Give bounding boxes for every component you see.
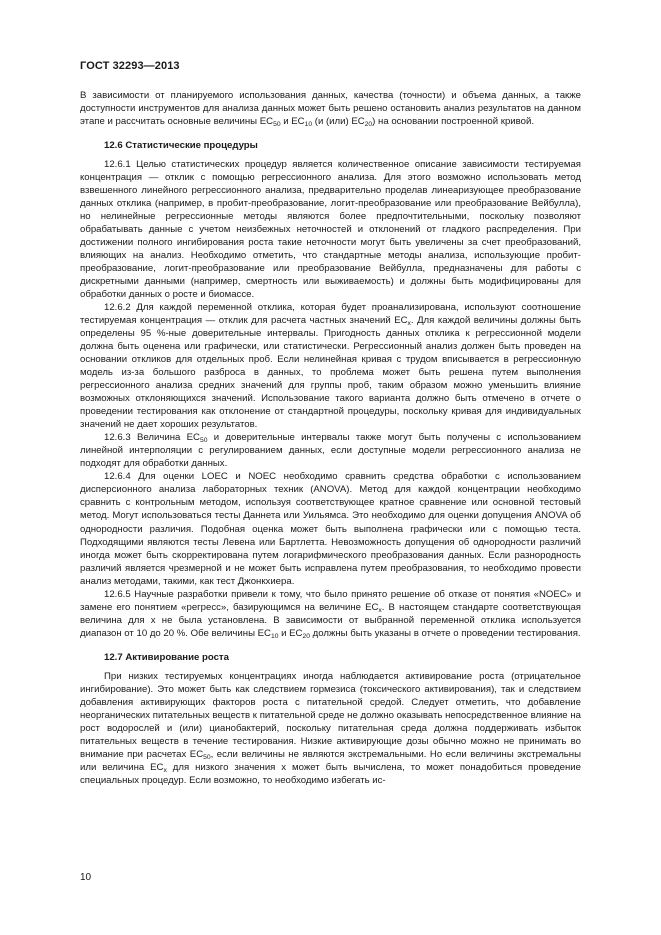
paragraph-12-7 — [80, 670, 581, 787]
paragraph-12-6-5 — [80, 588, 581, 640]
text-run: 12.6.3 Величина EC — [104, 432, 200, 444]
document-body — [80, 89, 581, 787]
text-run: 12.6.2 Для каждой переменной отклика, которая будет проанализирована, используют соотношение тестируемая концентрация — отклик для расчета частных значений EC — [80, 302, 581, 327]
subscript: x — [163, 766, 167, 774]
subscript: 20 — [364, 121, 373, 129]
text-run: и доверительные интервалы также могут быть получены с использованием линейной интерполяции с регулированием данных, если доступные модели регрессионного анализа не подходят для обработки данных. — [80, 432, 581, 470]
document-header: ГОСТ 32293—2013 — [80, 60, 180, 72]
page-number: 10 — [80, 872, 92, 883]
text-run: , если величины не являются экстремальными. Но если величины экстремальны или величина EC — [80, 748, 581, 773]
subscript: x — [407, 320, 411, 328]
text-run: для низкого значения x может быть вычислена, то может понадобиться проведение специальных процедур. Если возможно, то необходимо избегать ис- — [80, 761, 581, 786]
subscript: 20 — [302, 632, 310, 640]
intro-paragraph — [80, 89, 581, 128]
text-run: При низких тестируемых концентрациях иногда наблюдается активирование роста (отрицательное ингибирование). Это может быть как следствием гормезиса (токсического активирования), так и следствием добавления активирующих факторов роста с питательной средой. Следует отметить, что добавление неорганических питательных веществ к питательной среде не должно оказывать непосредственное влияние на рост водорослей и (или) цианобактерий, поскольку питательная среда должна поддерживать избыток питательных веществ в течение тестирования. Низкие активирующие дозы обычно можно не принимать во внимание при расчетах EC — [80, 670, 581, 760]
subscript: 50 — [199, 437, 208, 445]
paragraph-12-6-2 — [80, 301, 581, 431]
text-run: . Для каждой величины должны быть определены 95 %-ные доверительные интервалы. Пригодность данных отклика к регрессионной модели должна быть оценена или графически, или статистически. Регрессионный анализ должен быть проведен на основании откликов для отдельных проб. Если нелинейная кривая с трудом вписывается в регрессионную модель из-за большого разброса в данных, то проблема может быть решена путем выполнения регрессионного анализа средних значений для группы проб, таким образом можно уменьшить влияние возможных отклоняющихся значений. Использование такого варианта должно быть отмечено в отчете о проведении тестирования как отклонение от стандартной процедуры, поскольку кривая для индивидуальных значений не дает хороших результатов. — [80, 315, 582, 431]
subscript: 10 — [304, 121, 313, 129]
paragraph-12-6-4: 12.6.4 Для оценки LOEC и NOEC необходимо сравнить средства обработки с использованием дисперсионного анализа лабораторных техник (ANOVA). Метод для каждой концентрации необходимо сравнить с контрольным методом, используя соответствующее кратное сравнение или основной тестовый метод. Могут использоваться тесты Даннета или Уильямса. Это необходимо для оценки допущения ANOVA об однородности различия. Подобная оценка может быть выполнена графически или с помощью теста. Подходящими являются тесты Левена или Бартлетта. Невозможность допущения об однородности различий иногда может быть скорректирована путем логарифмического преобразования данных. Если разнородность различий является чрезмерной и не может быть исправлена путем преобразования, то необходимо провести анализ методами, такими, как тест Джонкхиера. — [80, 471, 581, 587]
section-heading-12-6: 12.6 Статистические процедуры — [104, 140, 258, 152]
subscript: 10 — [270, 632, 279, 640]
subscript: 50 — [203, 753, 211, 761]
text-run: должны быть указаны в отчете о проведении тестирования. — [309, 627, 581, 639]
text-run: ) на основании построенной кривой. — [372, 116, 535, 128]
paragraph-12-6-1: 12.6.1 Целью статистических процедур является количественное описание зависимости тестируемая концентрация — отклик с помощью регрессионного анализа. Для этого возможно использовать метод взвешенного линейного регрессионного анализа, предварительно проделав линеаризующее преобразование данных отклика (например, в пробит-преобразование, логит-преобразование или преобразование Вейбулла), но нелинейные регрессионные методы являются более предпочтительными, поскольку позволяют обрабатывать данные с учетом неизбежных неточностей и отклонений от гладкого распределения. При достижении полного ингибирования роста такие неточности могут быть увеличены за счет преобразований, влияющих на анализ. Необходимо отметить, что стандартные методы анализа, использующие пробит-преобразование, логит-преобразование или преобразование Вейбулла, предназначены для работы с дискретными данными (например, смертность или выживаемость) и должны быть модифицированы для обработки данных о росте и биомассе. — [80, 159, 581, 301]
text-run: 12.6.5 Научные разработки привели к тому, что было принято решение об отказе от понятия «NOEC» и замене его понятием «регресс», базирующимся на величине EC — [80, 588, 581, 613]
text-run: (и (или) EC — [312, 116, 365, 128]
text-run: и EC — [278, 627, 303, 639]
text-run: и EC — [280, 116, 305, 128]
text-run: . В настоящем стандарте соответствующая величина для x не была установлена. В зависимости от выбранной переменной отклика используется диапазон от 10 до 20 %. Обе величины EC — [80, 601, 581, 639]
section-heading-12-7: 12.7 Активирование роста — [104, 651, 229, 663]
subscript: 50 — [273, 121, 281, 129]
text-run: В зависимости от планируемого использования данных, качества (точности) и объема данных, а также доступности инструментов для анализа данных может быть решено остановить анализ результатов на данном этапе и рассчитать основные величины EC — [80, 90, 581, 128]
subscript: x — [378, 606, 382, 614]
paragraph-12-6-3 — [80, 431, 581, 470]
